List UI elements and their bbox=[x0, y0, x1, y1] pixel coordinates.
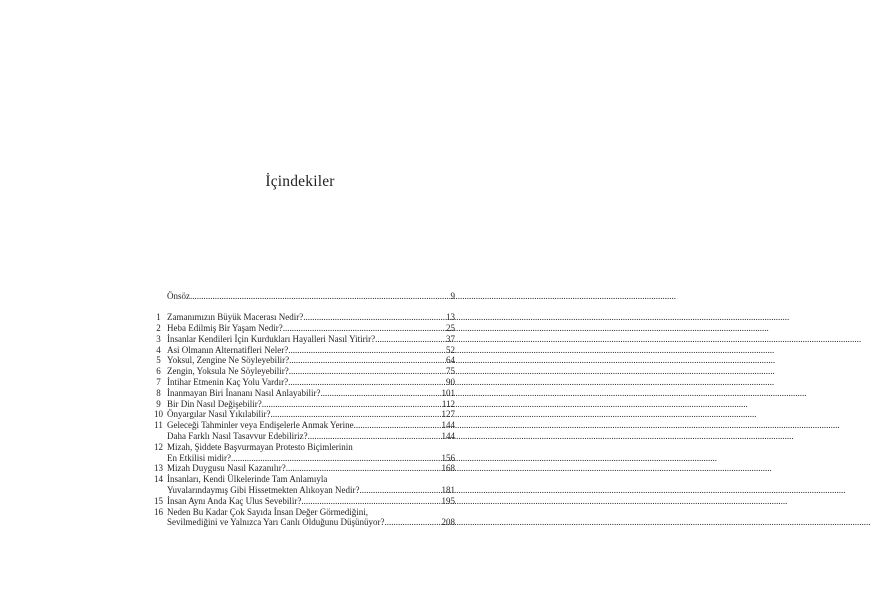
toc-entry-number: 15 bbox=[154, 495, 163, 506]
toc-entry-2 bbox=[150, 323, 455, 334]
toc-entry-page: 75 bbox=[446, 366, 455, 377]
toc-entry-1 bbox=[150, 312, 455, 323]
toc-entry-10 bbox=[150, 409, 455, 420]
toc-entry-number: 9 bbox=[156, 398, 161, 409]
toc-leader-dots bbox=[190, 291, 451, 302]
toc-entry-page: 64 bbox=[446, 355, 455, 366]
toc-entry-12-line-1 bbox=[150, 442, 455, 453]
toc-leader-dots bbox=[286, 463, 442, 474]
toc-entry-3 bbox=[150, 334, 455, 345]
toc-entry-8 bbox=[150, 388, 455, 399]
page-title: İçindekiler bbox=[265, 173, 335, 190]
toc-entry-number: 11 bbox=[154, 420, 163, 431]
toc-entry-number: 12 bbox=[154, 441, 163, 452]
toc-entry-title: Mizah, Şiddete Başvurmayan Protesto Biçimlerinin bbox=[167, 441, 353, 452]
toc-entry-9 bbox=[150, 399, 455, 410]
toc-entry-number: 4 bbox=[156, 344, 161, 355]
toc-entry-title: Yuvalarındaymış Gibi Hissetmekten Alıkoyan Nedir? bbox=[167, 485, 360, 496]
toc-entry-number: 5 bbox=[156, 355, 161, 366]
toc-leader-dots bbox=[289, 366, 446, 377]
toc-entry-title: Önyargılar Nasıl Yıkılabilir? bbox=[167, 409, 271, 420]
toc-entry-number: 16 bbox=[154, 506, 163, 517]
toc-entry-number: 1 bbox=[156, 312, 161, 323]
toc-leader-dots bbox=[375, 334, 446, 345]
toc-leader-dots bbox=[283, 323, 446, 334]
toc-entry-title: Geleceği Tahminler veya Endişelerle Anmak Yerine bbox=[167, 420, 354, 431]
toc-leader-dots bbox=[308, 431, 442, 442]
toc-entry-7 bbox=[150, 377, 455, 388]
toc-entry-page: 25 bbox=[446, 323, 455, 334]
toc-entry-title: İntihar Etmenin Kaç Yolu Vardır? bbox=[167, 377, 289, 388]
toc-entry-page: 144 bbox=[441, 420, 455, 431]
toc-entry-number: 10 bbox=[154, 409, 163, 420]
toc-entry-page: 127 bbox=[441, 409, 455, 420]
toc-leader-dots bbox=[359, 485, 441, 496]
toc-entry-14-line-1 bbox=[150, 474, 455, 485]
toc-entry-title: Önsöz bbox=[167, 291, 190, 301]
toc-entry-page: 156 bbox=[441, 452, 455, 463]
toc-leader-dots bbox=[262, 399, 442, 410]
toc-entry-page: 101 bbox=[441, 387, 455, 398]
toc-entry-title: Bir Din Nasıl Değişebilir? bbox=[167, 398, 262, 409]
toc-entry-14-line-2 bbox=[150, 485, 455, 496]
toc-entry-number: 7 bbox=[156, 377, 161, 388]
toc-entry-title: İnsanlar Kendileri İçin Kurdukları Hayalleri Nasıl Yitirir? bbox=[167, 333, 376, 344]
toc-entry-title: İnanmayan Biri İnananı Nasıl Anlayabilir? bbox=[167, 387, 321, 398]
toc-entry-title: Sevilmediğini ve Yalnızca Yarı Canlı Olduğunu Düşünüyor? bbox=[167, 517, 385, 528]
toc-entry-5 bbox=[150, 355, 455, 366]
toc-entry-title: En Etkilisi midir? bbox=[167, 452, 231, 463]
toc-entry-number: 6 bbox=[156, 366, 161, 377]
toc-entry-16-line-1 bbox=[150, 507, 455, 518]
toc-leader-dots bbox=[354, 420, 442, 431]
toc-entry-13 bbox=[150, 463, 455, 474]
toc-entry-number: 2 bbox=[156, 323, 161, 334]
toc-entry-number: 3 bbox=[156, 333, 161, 344]
toc-entry-number: 13 bbox=[154, 463, 163, 474]
toc-leader-dots bbox=[320, 388, 441, 399]
toc-entry-preface bbox=[150, 291, 455, 302]
toc-leader-dots bbox=[289, 355, 446, 366]
toc-entry-12-line-2 bbox=[150, 453, 455, 464]
toc-leader-dots bbox=[231, 453, 442, 464]
toc-entry-title: Zengin, Yoksula Ne Söyleyebilir? bbox=[167, 366, 289, 377]
toc-leader-dots bbox=[385, 517, 442, 528]
toc-entry-page: 90 bbox=[446, 377, 455, 388]
toc-entry-title: Daha Farklı Nasıl Tasavvur Edebiliriz? bbox=[167, 431, 308, 442]
toc-leader-dots bbox=[303, 312, 446, 323]
toc-entry-page: 208 bbox=[441, 517, 455, 528]
toc-entry-6 bbox=[150, 366, 455, 377]
toc-leader-dots bbox=[288, 345, 446, 356]
toc-entry-page: 13 bbox=[446, 312, 455, 323]
toc-entry-page: 195 bbox=[441, 495, 455, 506]
toc-entry-title: İnsan Aynı Anda Kaç Ulus Sevebilir? bbox=[167, 495, 302, 506]
toc-entry-title: Heba Edilmiş Bir Yaşam Nedir? bbox=[167, 323, 283, 334]
toc-entry-page: 37 bbox=[446, 333, 455, 344]
toc-entry-page: 52 bbox=[446, 344, 455, 355]
toc-entry-page: 168 bbox=[441, 463, 455, 474]
toc-entry-title: Neden Bu Kadar Çok Sayıda İnsan Değer Görmediğini, bbox=[167, 506, 368, 517]
toc-entry-page: 112 bbox=[441, 398, 455, 409]
toc-entry-page: 181 bbox=[441, 485, 455, 496]
toc-entry-11-line-1 bbox=[150, 420, 455, 431]
toc-leader-dots bbox=[288, 377, 446, 388]
toc-entry-title: Zamanımızın Büyük Macerası Nedir? bbox=[167, 312, 304, 323]
toc-entry-number: 14 bbox=[154, 474, 163, 485]
toc-entry-title: Yoksul, Zengine Ne Söyleyebilir? bbox=[167, 355, 290, 366]
toc-entry-page: 144 bbox=[441, 431, 455, 442]
toc-entry-11-line-2 bbox=[150, 431, 455, 442]
toc-entry-15 bbox=[150, 496, 455, 507]
toc-leader-dots bbox=[301, 496, 441, 507]
toc-entry-title: Mizah Duygusu Nasıl Kazanılır? bbox=[167, 463, 286, 474]
toc-entry-title: İnsanları, Kendi Ülkelerinde Tam Anlamıyla bbox=[167, 474, 328, 485]
toc-entry-4 bbox=[150, 345, 455, 356]
toc-entry-title: Asi Olmanın Alternatifleri Neler? bbox=[167, 344, 289, 355]
toc-entry-16-line-2 bbox=[150, 517, 455, 528]
toc-entry-page: 9 bbox=[450, 291, 455, 301]
table-of-contents bbox=[150, 291, 455, 528]
toc-entry-number: 8 bbox=[156, 387, 161, 398]
toc-leader-dots bbox=[270, 409, 441, 420]
